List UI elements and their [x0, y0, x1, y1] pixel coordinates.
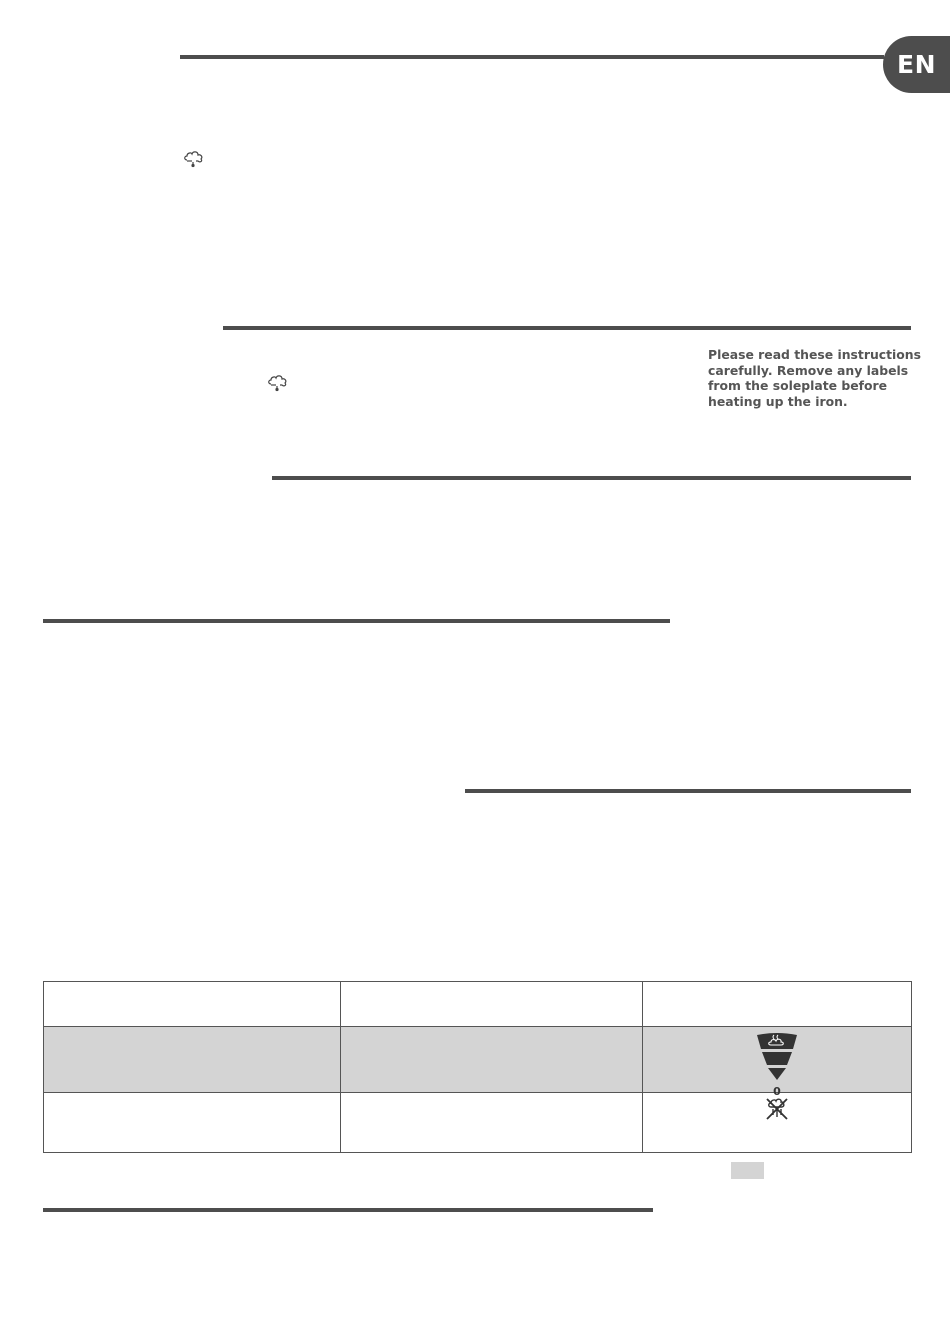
table-cell: [341, 1027, 643, 1093]
notice-line: from the soleplate before: [708, 378, 888, 393]
table-cell: [44, 1027, 341, 1093]
safety-notice: [708, 347, 922, 409]
steam-zero-label: 0: [773, 1085, 781, 1098]
table-row: [44, 1027, 912, 1093]
language-tab: EN: [883, 36, 950, 93]
table-cell: [44, 1093, 341, 1153]
notice-line: carefully. Remove any labels: [708, 362, 909, 378]
steam-cloud-icon: [182, 149, 206, 169]
steam-level-max-icon: [755, 1033, 799, 1081]
table-row: [44, 1093, 912, 1153]
table-header-cell: [643, 982, 912, 1027]
no-steam-icon: [764, 1097, 790, 1121]
notice-line: Please read these instructions: [708, 347, 922, 362]
section-rule-6: [43, 1208, 653, 1212]
settings-table: [43, 981, 912, 1153]
steam-cloud-icon: [266, 373, 290, 393]
section-rule-5: [465, 789, 911, 793]
notice-line: heating up the iron.: [708, 393, 848, 409]
section-rule-1: [180, 55, 884, 59]
shaded-swatch: [731, 1162, 764, 1179]
table-header-cell: [44, 982, 341, 1027]
table-cell-steam-max: [643, 1027, 912, 1093]
section-rule-4: [43, 619, 670, 623]
table-header-cell: [341, 982, 643, 1027]
table-header-row: [44, 982, 912, 1027]
table-cell: [341, 1093, 643, 1153]
section-rule-2: [223, 326, 911, 330]
table-cell-steam-off: [643, 1085, 912, 1153]
section-rule-3: [272, 476, 911, 480]
